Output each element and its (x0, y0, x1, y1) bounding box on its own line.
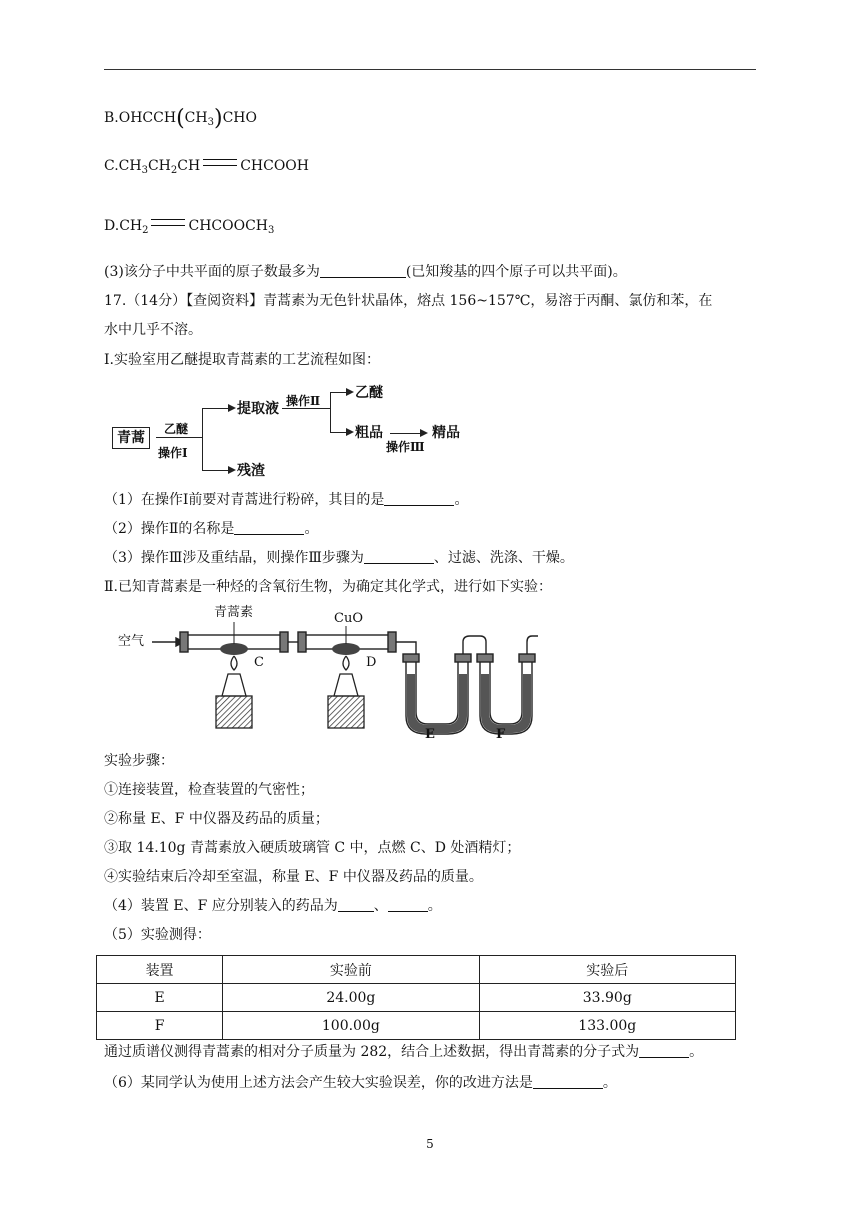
q17-intro-line2: 水中几乎不溶。 (104, 322, 202, 338)
subscript: 3 (207, 117, 214, 128)
question-text: （2）操作Ⅱ的名称是 (104, 521, 235, 537)
table-header: 实验前 (223, 956, 479, 984)
label-air: 空气 (118, 634, 145, 649)
q17-intro-line1: 17.（14分）【查阅资料】青蒿素为无色针状晶体，熔点 156~157℃，易溶于丙酮、氯仿和苯，在 (104, 293, 713, 309)
table-header-row (97, 956, 736, 984)
flow-extract: 提取液 (237, 401, 279, 417)
question-text: 。 (602, 1075, 617, 1091)
arrow-head (346, 388, 354, 396)
flow-ether: 乙醚 (355, 385, 383, 401)
formula-part: CH (184, 110, 208, 126)
arrow-head (228, 466, 236, 474)
question-text: （1）在操作Ⅰ前要对青蒿进行粉碎，其目的是 (104, 492, 385, 508)
question-text: 。 (304, 521, 319, 537)
table-cell: E (97, 984, 223, 1012)
formula-part: CHCOOCH (188, 218, 268, 234)
flow-start-box: 青蒿 (112, 427, 150, 449)
subscript: 3 (141, 165, 148, 176)
formula-part: CH (147, 158, 171, 174)
answer-blank[interactable] (320, 263, 406, 278)
flow-op2-label: 操作Ⅱ (286, 394, 321, 408)
double-bond (203, 159, 237, 166)
flow-line (202, 408, 228, 409)
question-text: （4）装置 E、F 应分别装入的药品为 (104, 898, 338, 914)
flow-line (330, 392, 346, 393)
subscript: 2 (170, 165, 178, 176)
flow-reagent-label: 乙醚 (164, 422, 189, 436)
subscript: 2 (142, 225, 149, 236)
conclusion (104, 1042, 703, 1062)
question-text: (3)该分子中共平面的原子数最多为 (104, 264, 320, 280)
step-1: ①连接装置，检查装置的气密性； (104, 782, 314, 798)
label-e: E (425, 727, 435, 742)
formula-part: CH (177, 158, 201, 174)
arrow-head (228, 404, 236, 412)
arrow-head (346, 428, 354, 436)
answer-blank[interactable] (639, 1043, 689, 1058)
step-4: ④实验结束后冷却至室温，称量 E、F 中仪器及药品的质量。 (104, 869, 483, 885)
option-b: $B.OHCCH(CH_3)CHO$ (104, 106, 257, 131)
flow-residue: 残渣 (237, 463, 265, 479)
answer-blank[interactable] (388, 897, 428, 912)
flow-branch-line (330, 392, 331, 432)
double-bond (151, 219, 185, 226)
question-text: 、过滤、洗涤、干燥。 (433, 550, 574, 566)
label-f: F (496, 727, 506, 742)
flow-crude: 粗品 (355, 425, 383, 441)
part2-title: Ⅱ.已知青蒿素是一种烃的含氧衍生物，为确定其化学式，进行如下实验： (104, 579, 552, 595)
header-rule (104, 69, 756, 70)
question-5: （5）实验测得： (104, 927, 211, 943)
question-4 (104, 896, 442, 916)
table-cell: 24.00g (223, 984, 479, 1012)
label-d: D (366, 655, 377, 670)
option-letter: D. (104, 218, 120, 234)
question-text: 。 (427, 898, 442, 914)
question-2 (104, 519, 318, 539)
label-sample: 青蒿素 (214, 605, 254, 620)
question-3-recrystallization (104, 548, 574, 568)
flow-branch-line (202, 408, 203, 470)
question-text: （3）操作Ⅲ涉及重结晶，则操作Ⅲ步骤为 (104, 550, 364, 566)
table-cell: 33.90g (479, 984, 735, 1012)
option-letter: B. (104, 110, 119, 126)
question-6 (104, 1073, 617, 1093)
formula-part: CH (118, 158, 142, 174)
question-text: 。 (689, 1044, 704, 1060)
formula-part: CHCOOH (240, 158, 309, 174)
flow-line (390, 433, 420, 434)
flow-op1-label: 操作Ⅰ (158, 446, 188, 460)
answer-blank[interactable] (338, 897, 374, 912)
measurement-table (96, 955, 736, 1040)
table-cell: F (97, 1012, 223, 1040)
flow-line (156, 437, 202, 438)
question-text: 。 (454, 492, 469, 508)
table-row (97, 984, 736, 1012)
combustion-apparatus (118, 604, 538, 744)
subscript: 3 (268, 225, 275, 236)
flow-pure: 精品 (432, 425, 460, 441)
flow-line (282, 408, 330, 409)
answer-blank[interactable] (364, 549, 434, 564)
question-text: 通过质谱仪测得青蒿素的相对分子质量为 282，结合上述数据，得出青蒿素的分子式为 (104, 1044, 640, 1060)
flow-op3-label: 操作Ⅲ (386, 440, 425, 454)
option-letter: C. (104, 158, 119, 174)
extraction-flowchart (110, 384, 490, 484)
answer-blank[interactable] (384, 491, 454, 506)
table-row (97, 1012, 736, 1040)
label-cuo: CuO (334, 611, 363, 626)
answer-blank[interactable] (533, 1074, 603, 1089)
question-text: (已知羧基的四个原子可以共平面)。 (405, 264, 627, 280)
question-1 (104, 490, 468, 510)
question-3-coplanar (104, 262, 627, 282)
part1-title: Ⅰ.实验室用乙醚提取青蒿素的工艺流程如图： (104, 352, 380, 368)
formula-part: OHCCH (118, 110, 177, 126)
formula-part: CH (119, 218, 143, 234)
steps-title: 实验步骤： (104, 753, 174, 769)
question-text: （6）某同学认为使用上述方法会产生较大实验误差，你的改进方法是 (104, 1075, 533, 1091)
table-cell: 100.00g (223, 1012, 479, 1040)
option-d (104, 216, 274, 241)
arrow-head (420, 429, 428, 437)
page-number: 5 (426, 1137, 434, 1151)
flow-line (330, 432, 346, 433)
answer-blank[interactable] (234, 520, 304, 535)
question-text: 、 (373, 898, 388, 914)
step-2: ②称量 E、F 中仪器及药品的质量； (104, 811, 329, 827)
table-header: 实验后 (479, 956, 735, 984)
step-3: ③取 14.10g 青蒿素放入硬质玻璃管 C 中，点燃 C、D 处酒精灯； (104, 840, 521, 856)
option-c (104, 156, 309, 181)
table-cell: 133.00g (479, 1012, 735, 1040)
flow-line (202, 470, 228, 471)
apparatus-drawing (118, 604, 538, 744)
label-c: C (254, 655, 264, 670)
table-header: 装置 (97, 956, 223, 984)
formula-part: CHO (222, 110, 257, 126)
